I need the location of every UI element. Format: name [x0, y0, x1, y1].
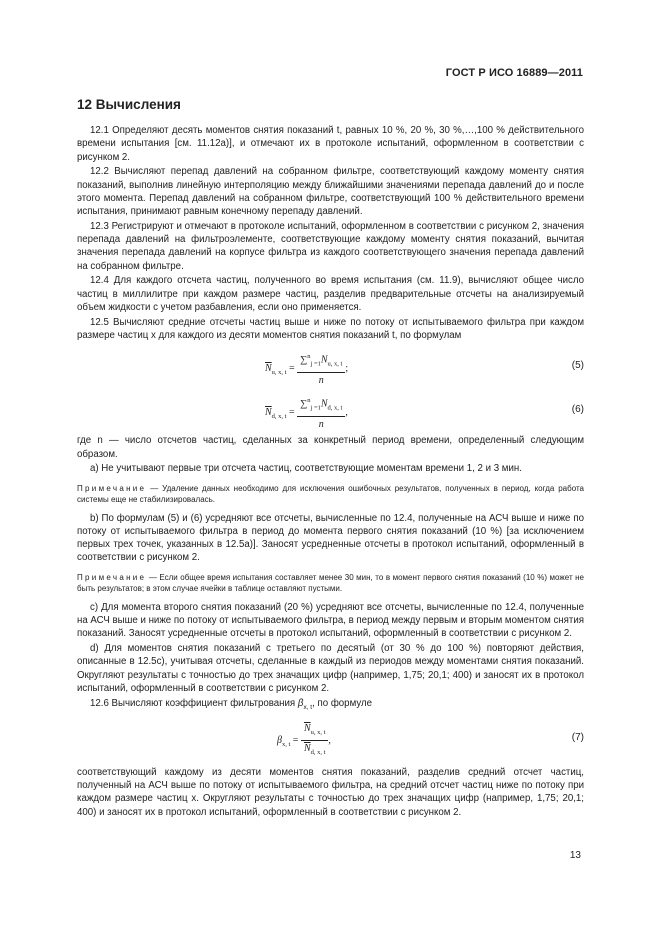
- sum-term-sub: u, x, t: [327, 360, 343, 368]
- list-item-d: d) Для моментов снятия показаний с третьего по десятый (от 30 % до 100 %) повторяют действия, описанные в 12.5c), учитывая отсчеты, сделанные в каждый из периодов между моментами снятия показаний. Округляют результаты с точностью до трех значащих цифр (например, 1,75; 20,1; 400) и заносят их в протокол испытаний, оформленный в соответствии с рисунком 2.: [77, 643, 584, 694]
- denominator: $\overline{N}$: [303, 743, 311, 755]
- formula-number: (7): [571, 731, 584, 743]
- list-item-a: а) Не учитывают первые три отсчета частиц, соответствующие моментам времени 1, 2 и 3 мин.: [90, 463, 522, 475]
- formula-lhs: $\overline{N}$: [265, 363, 272, 375]
- note-text: — Если общее время испытания составляет менее 30 мин, то в момент первого снятия показаний (10 %) может не быть результатов; в этом случае ячейки в таблице оставляют пустыми.: [77, 572, 584, 593]
- paragraph-12-6-text: 12.6 Вычисляют коэффициент фильтрования: [90, 697, 296, 709]
- formula-lhs: β: [277, 734, 282, 746]
- final-paragraph: соответствующий каждому из десяти моментов снятия показаний, разделив средний отсчет частиц, полученный на АСЧ выше по потоку от испытываемого фильтра, на средний отсчет частиц ниже по потоку при каждом размере частиц x. Округляют результаты с точностью до трех значащих цифр (например, 1,75; 20,1; 400) и заносят их в протокол испытаний, оформленный в соответствии с рисунком 2.: [77, 766, 584, 818]
- sum-upper: n: [307, 353, 311, 361]
- document-body: [77, 124, 584, 820]
- sum-lower: j =1: [310, 404, 321, 412]
- list-item-c: c) Для момента второго снятия показаний (20 %) усредняют все отсчеты, вычисленные по 12.4, полученные на АСЧ выше и ниже по потоку от испытываемого фильтра, в период между первым и вторым моментом снятия показаний. Заносят усредненные отсчеты в протокол испытаний, оформленный в соответствии с рисунком 2.: [77, 601, 584, 640]
- page-number: 13: [569, 850, 581, 861]
- formula-number: (5): [571, 360, 584, 372]
- sum-upper: n: [307, 397, 311, 405]
- sum-lower: j =1: [310, 360, 321, 368]
- paragraph-12-5: 12.5 Вычисляют средние отсчеты частиц выше и ниже по потоку от испытываемого фильтра при каждом размере частиц x для каждого из десяти моментов снятия показаний t, по формулам: [77, 316, 584, 342]
- paragraph-12-6: [77, 697, 584, 714]
- note-label: Примечание: [77, 572, 147, 582]
- formula-fraction: $\frac{\sum^n_{j =1}N_{d, x, t}}{n}$: [297, 394, 345, 431]
- note-label: Примечание: [77, 483, 147, 493]
- formula-lhs-sub: x, t: [281, 740, 291, 748]
- formula-lhs-sub: u, x, t: [271, 369, 287, 377]
- denominator: n: [318, 418, 324, 430]
- list-item-b: b) По формулам (5) и (6) усредняют все отсчеты, вычисленные по 12.4, полученные на АСЧ выше и ниже по потоку от испытываемого фильтра в период до момента первого снятия показаний (10 %) [за исключением первых трех точек, указанных в 12.5а)]. Заносят усредненные отсчеты в протокол испытаний, оформленный в соответствии с рисунком 2.: [77, 512, 584, 564]
- formula-5: $\overline{N}_{u, x, t}$ = $\frac{\sum^n_{j =1}N_{u, x, t}}{n}$ ; (5): [77, 348, 584, 386]
- paragraph-12-6-tail: , по формуле: [312, 697, 373, 709]
- paragraph-12-4: 12.4 Для каждого отсчета частиц, полученного во время испытания (см. 11.9), вычисляют общее число частиц в миллилитре при каждом размере частиц, разделив предварительные отсчеты на анализируемый объем жидкости с учетом разбавления, если оно применяется.: [77, 275, 584, 314]
- paragraph-12-3: 12.3 Регистрируют и отмечают в протоколе испытаний, оформленном в соответствии с рисунком 2, значения перепада давлений на фильтроэлементе, соответствующие каждому моменту снятия показаний, вычитая значения перепада давлений на корпусе фильтра из каждого соответствующего значения перепада давлений на собранном фильтре.: [77, 220, 584, 272]
- note-text: — Удаление данных необходимо для исключения ошибочных результатов, полученных в период, когда работа системы еще не стабилизировалась.: [77, 483, 584, 504]
- formula-7: $\beta_{x, t}$ = $\frac{\overline{N}_{u, x, t}}{\overline{N}_{d, x, t}}$ , (7): [77, 720, 584, 762]
- note-2: [77, 572, 584, 594]
- note-1: [77, 483, 584, 505]
- sum-term: N: [320, 398, 328, 410]
- beta-symbol: β: [297, 697, 304, 709]
- where-clause: где n — число отсчетов частиц, сделанных за конкретный период времени, определенный следующим образом.: [77, 435, 584, 460]
- numerator: $\overline{N}$: [303, 722, 311, 734]
- paragraph-12-1: 12.1 Определяют десять моментов снятия показаний t, равных 10 %, 20 %, 30 %,…,100 % действительного времени испытания [см. 11.12а)], и отмечают их в протоколе испытаний, оформленном в соответствии с рисунком 2.: [77, 125, 584, 163]
- document-header: ГОСТ Р ИСО 16889—2011: [445, 67, 583, 79]
- denominator: n: [318, 374, 324, 386]
- denominator-sub: d, x, t: [310, 749, 326, 757]
- formula-fraction: [301, 722, 328, 760]
- beta-sub: x, t: [303, 703, 313, 711]
- numerator-sub: u, x, t: [310, 728, 326, 736]
- section-title: 12 Вычисления: [77, 97, 181, 112]
- sum-term: N: [320, 354, 328, 366]
- formula-lhs-sub: d, x, t: [271, 413, 287, 421]
- formula-lhs: $\overline{N}$: [265, 407, 272, 419]
- paragraph-12-2: 12.2 Вычисляют перепад давлений на собранном фильтре, соответствующий каждому моменту снятия показаний, выполнив линейную интерполяцию между ближайшими значениями перепада давлений до и после этого момента. Перепад давлений на собранном фильтре, соответствующий 100 % действительного времени испытания, принимают равным конечному перепаду давлений.: [77, 166, 584, 218]
- formula-fraction: $\frac{\sum^n_{j =1}N_{u, x, t}}{n}$: [297, 350, 345, 387]
- formula-tail: ,: [345, 407, 348, 419]
- formula-tail: ,: [328, 734, 331, 746]
- sum-term-sub: d, x, t: [327, 404, 343, 412]
- formula-6: $\overline{N}_{d, x, t}$ = $\frac{\sum^n_{j =1}N_{d, x, t}}{n}$ , (6): [77, 392, 584, 430]
- formula-number: (6): [571, 404, 584, 416]
- formula-tail: ;: [345, 363, 349, 375]
